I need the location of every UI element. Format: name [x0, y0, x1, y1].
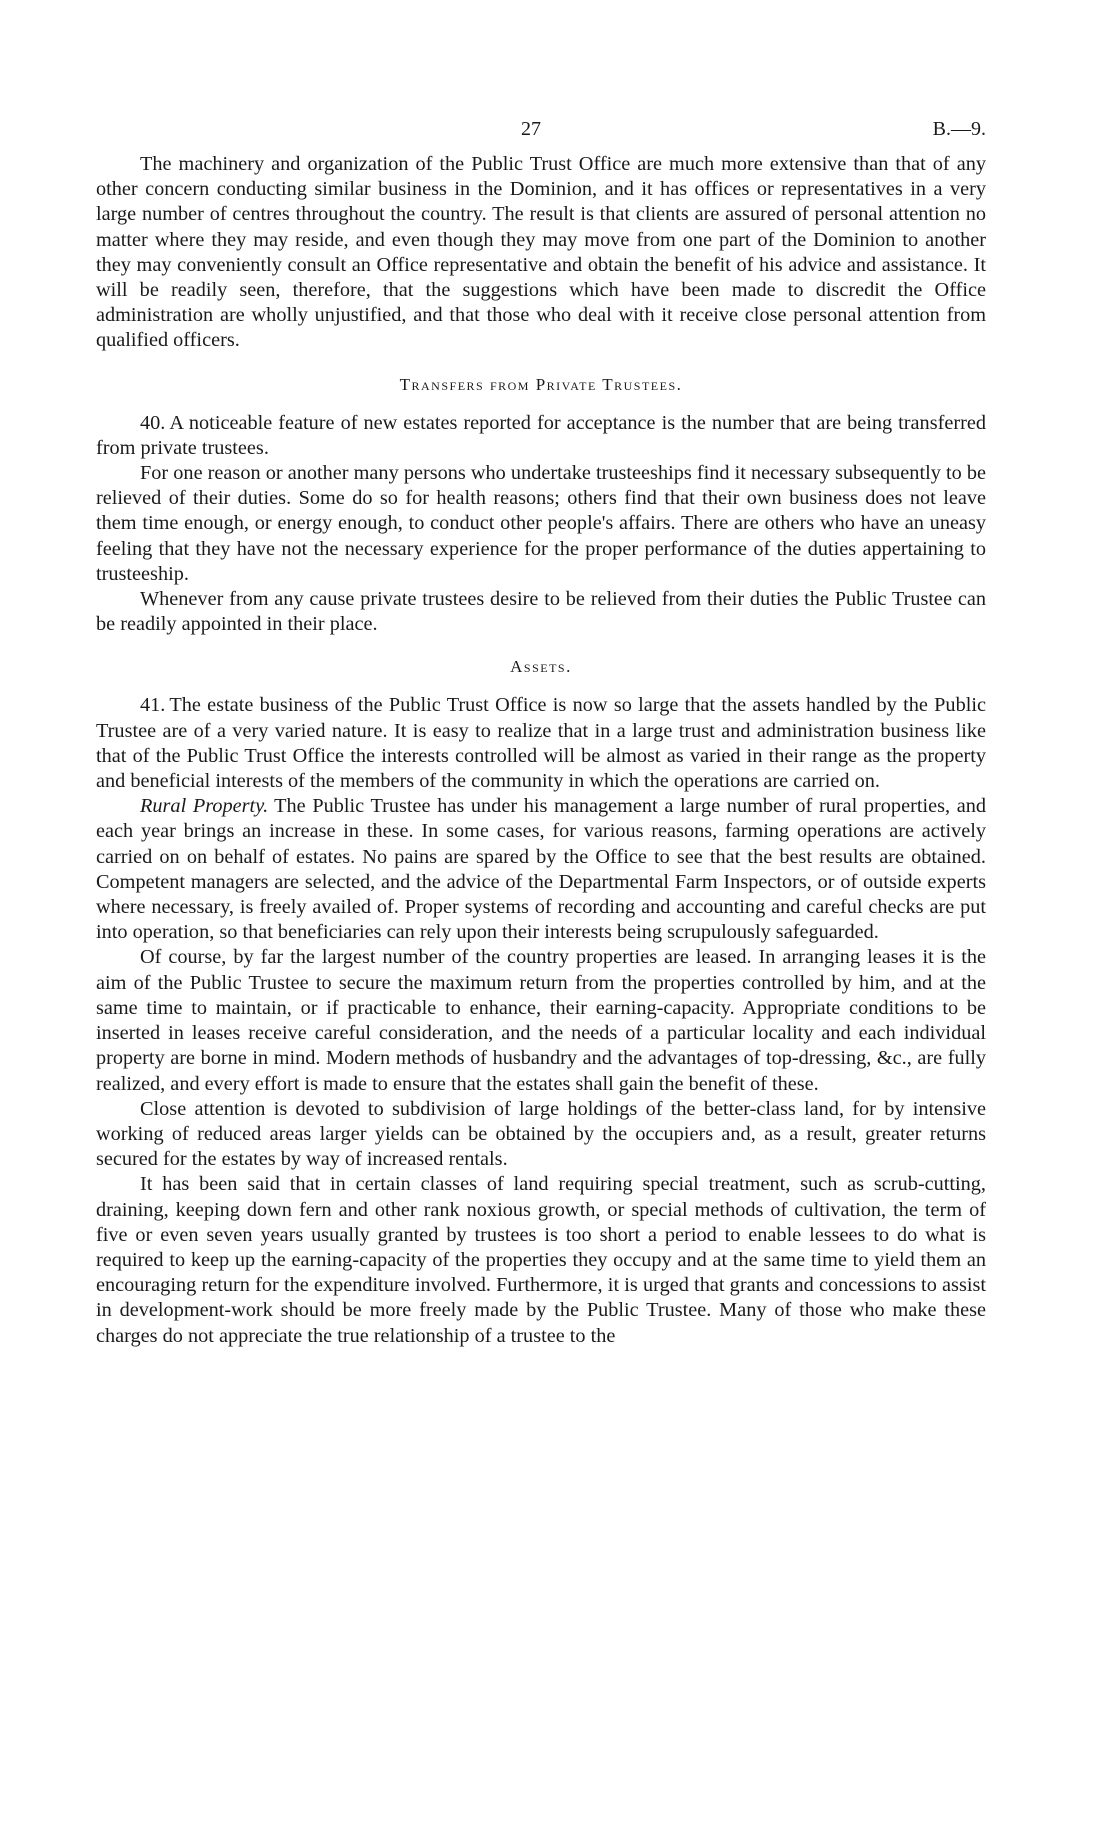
paragraph-text: A noticeable feature of new estates reported for acceptance is the number that are being transferred from private trustees.	[96, 411, 986, 459]
page-number: 27	[521, 118, 541, 140]
rural-property-label: Rural Property.	[140, 795, 269, 818]
paragraph-number: 41.	[140, 694, 166, 717]
paragraph-text: The estate business of the Public Trust Office is now so large that the assets handled by the Public Trustee are of a very varied nature. It is easy to realize that in a large trust and administration business like that of the Public Trust Office the interests controlled will be almost as varied in their range as the property and beneficial interests of the members of the community in which the operations are carried on.	[96, 694, 986, 793]
section-heading-assets: Assets.	[510, 657, 572, 677]
assets-paragraph-5: It has been said that in certain classes of land requiring special treatment, such as scrub-cutting, draining, keeping down fern and other rank noxious growth, or special methods of cultivation, the term of five or even seven years usually granted by trustees is too short a period to enable lessees to do what is required to keep up the earning-capacity of the properties they occupy and at the same time to yield them an encouraging return for the expenditure involved. Furthermore, it is urged that grants and concessions to assist in development-work should be more freely made by the Public Trustee. Many of those who make these charges do not appreciate the true relationship of a trustee to the	[96, 1173, 986, 1347]
paragraph-40	[96, 411, 986, 461]
assets-paragraph-4: Close attention is devoted to subdivision of large holdings of the better-class land, for by intensive working of reduced areas larger yields can be obtained by the occupiers and, as a result, greater returns secured for the estates by way of increased rentals.	[96, 1097, 986, 1171]
paragraph-41	[96, 693, 986, 794]
transfers-paragraph-3: Whenever from any cause private trustees desire to be relieved from their duties the Public Trustee can be readily appointed in their place.	[96, 588, 986, 636]
paragraph-number: 40.	[140, 411, 166, 434]
document-reference: B.—9.	[932, 118, 986, 140]
transfers-paragraph-2: For one reason or another many persons who undertake trusteeships find it necessary subsequently to be relieved of their duties. Some do so for health reasons; others find that their own business does not leave them time enough, or energy enough, to conduct other people's affairs. There are others who have an uneasy feeling that they have not the necessary experience for the proper performance of the duties appertaining to trusteeship.	[96, 462, 986, 585]
page-header	[96, 118, 986, 152]
rural-property-paragraph	[96, 794, 986, 945]
section-heading-transfers: Transfers from Private Trustees.	[399, 374, 683, 394]
document-page	[96, 118, 986, 1349]
intro-paragraph: The machinery and organization of the Public Trust Office are much more extensive than that of any other concern conducting similar business in the Dominion, and it has offices or representatives in a very large number of centres throughout the country. The result is that clients are assured of personal attention no matter where they may reside, and even though they may move from one part of the Dominion to another they may conveniently consult an Office representative and obtain the benefit of his advice and assistance. It will be readily seen, therefore, that the suggestions which have been made to discredit the Office administration are wholly unjustified, and that those who deal with it receive close personal attention from qualified officers.	[96, 153, 986, 352]
paragraph-text: The Public Trustee has under his management a large number of rural properties, and each year brings an increase in these. In some cases, for various reasons, farming operations are actively carried on on behalf of estates. No pains are spared by the Office to see that the best results are obtained. Competent managers are selected, and the advice of the Departmental Farm Inspectors, or of outside experts where necessary, is freely availed of. Proper systems of recording and accounting and careful checks are put into operation, so that beneficiaries can rely upon their interests being scrupulously safeguarded.	[96, 795, 986, 944]
assets-paragraph-3: Of course, by far the largest number of the country properties are leased. In arranging leases it is the aim of the Public Trustee to secure the maximum return from the properties controlled by him, and at the same time to maintain, or if practicable to enhance, their earning-capacity. Appropriate conditions to be inserted in leases receive careful consideration, and the needs of a particular locality and each individual property are borne in mind. Modern methods of husbandry and the advantages of top-dressing, &c., are fully realized, and every effort is made to ensure that the estates shall gain the benefit of these.	[96, 946, 986, 1095]
